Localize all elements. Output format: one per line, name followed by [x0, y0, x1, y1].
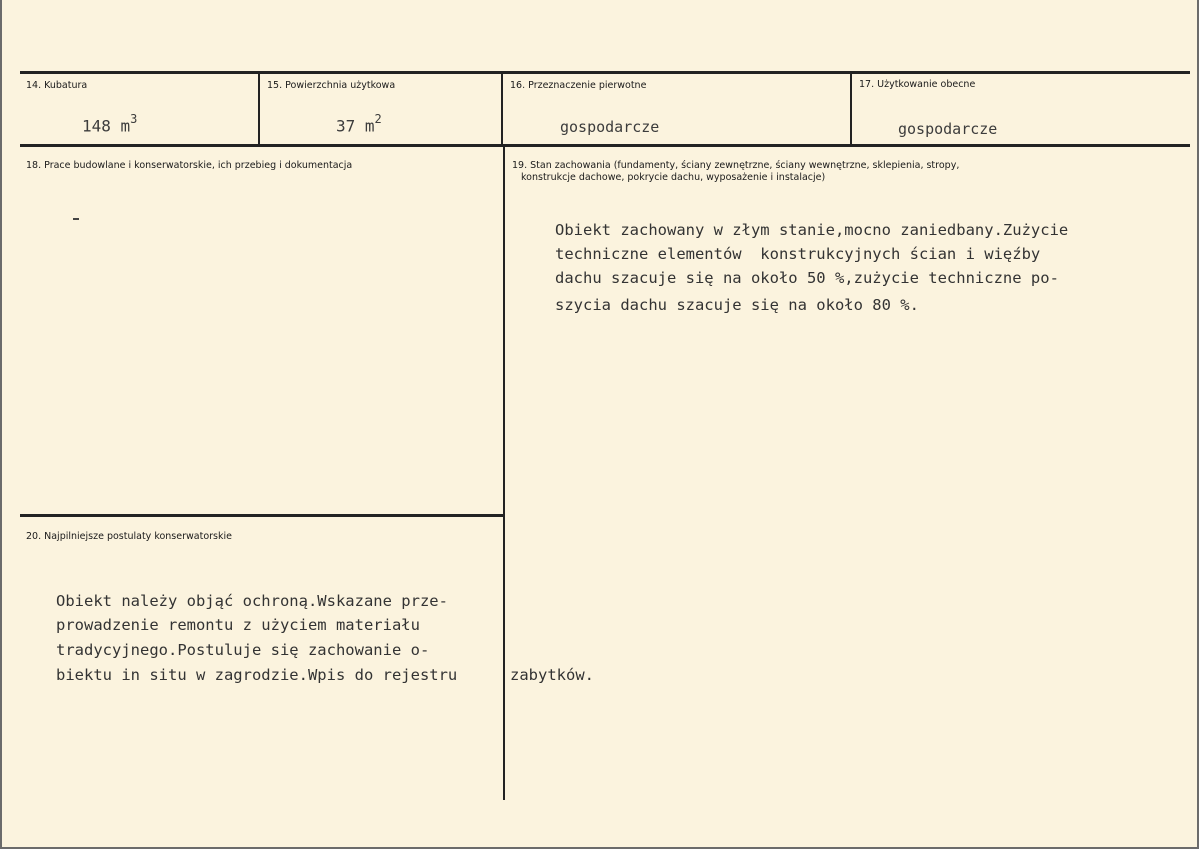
field-14-label: 14. Kubatura [26, 80, 88, 91]
field-15-label: 15. Powierzchnia użytkowa [267, 80, 396, 91]
top-rule [20, 71, 1190, 74]
field-16-label: 16. Przeznaczenie pierwotne [510, 80, 647, 91]
row1-bottom-rule [20, 144, 1190, 147]
field-16-value: gospodarcze [560, 118, 660, 136]
field-19-line-2: techniczne elementów konstrukcyjnych ścian i więźby [555, 245, 1041, 263]
field-19-label-line2: konstrukcje dachowe, pokrycie dachu, wyposażenie i instalacje) [521, 172, 826, 183]
field-14-number: 148 m [82, 116, 131, 136]
field-17-value: gospodarcze [898, 120, 998, 138]
field-20-line-4: biektu in situ w zagrodzie.Wpis do rejestru [56, 666, 458, 684]
field-14-value [82, 114, 137, 135]
divider-15-16 [501, 73, 503, 145]
field-19-label-line1: 19. Stan zachowania (fundamenty, ściany zewnętrzne, ściany wewnętrzne, sklepienia, stropy, [512, 160, 960, 171]
field-19-line-4: szycia dachu szacuje się na około 80 %. [555, 296, 919, 314]
field-18-empty-dash [73, 218, 79, 220]
divider-left-right [503, 146, 505, 800]
field-20-label: 20. Najpilniejsze postulaty konserwatorskie [26, 531, 232, 542]
field-20-line-1: Obiekt należy objąć ochroną.Wskazane prze- [56, 592, 448, 610]
field-20-line-3: tradycyjnego.Postuluje się zachowanie o- [56, 641, 430, 659]
field-15-value [336, 114, 382, 135]
field-19-line-1: Obiekt zachowany w złym stanie,mocno zaniedbany.Zużycie [555, 221, 1069, 239]
field-19-line-3: dachu szacuje się na około 50 %,zużycie techniczne po- [555, 269, 1059, 287]
field-15-number: 37 m [336, 116, 375, 136]
field-20-line-4-tail: zabytków. [510, 666, 594, 684]
field-17-label: 17. Użytkowanie obecne [859, 79, 976, 90]
divider-16-17 [850, 73, 852, 145]
field-14-exponent: 3 [130, 112, 138, 126]
field-15-exponent: 2 [374, 112, 382, 126]
section20-top-rule [20, 514, 504, 517]
field-18-label: 18. Prace budowlane i konserwatorskie, ich przebieg i dokumentacja [26, 160, 353, 171]
divider-14-15 [258, 73, 260, 145]
field-20-line-2: prowadzenie remontu z użyciem materiału [56, 616, 420, 634]
